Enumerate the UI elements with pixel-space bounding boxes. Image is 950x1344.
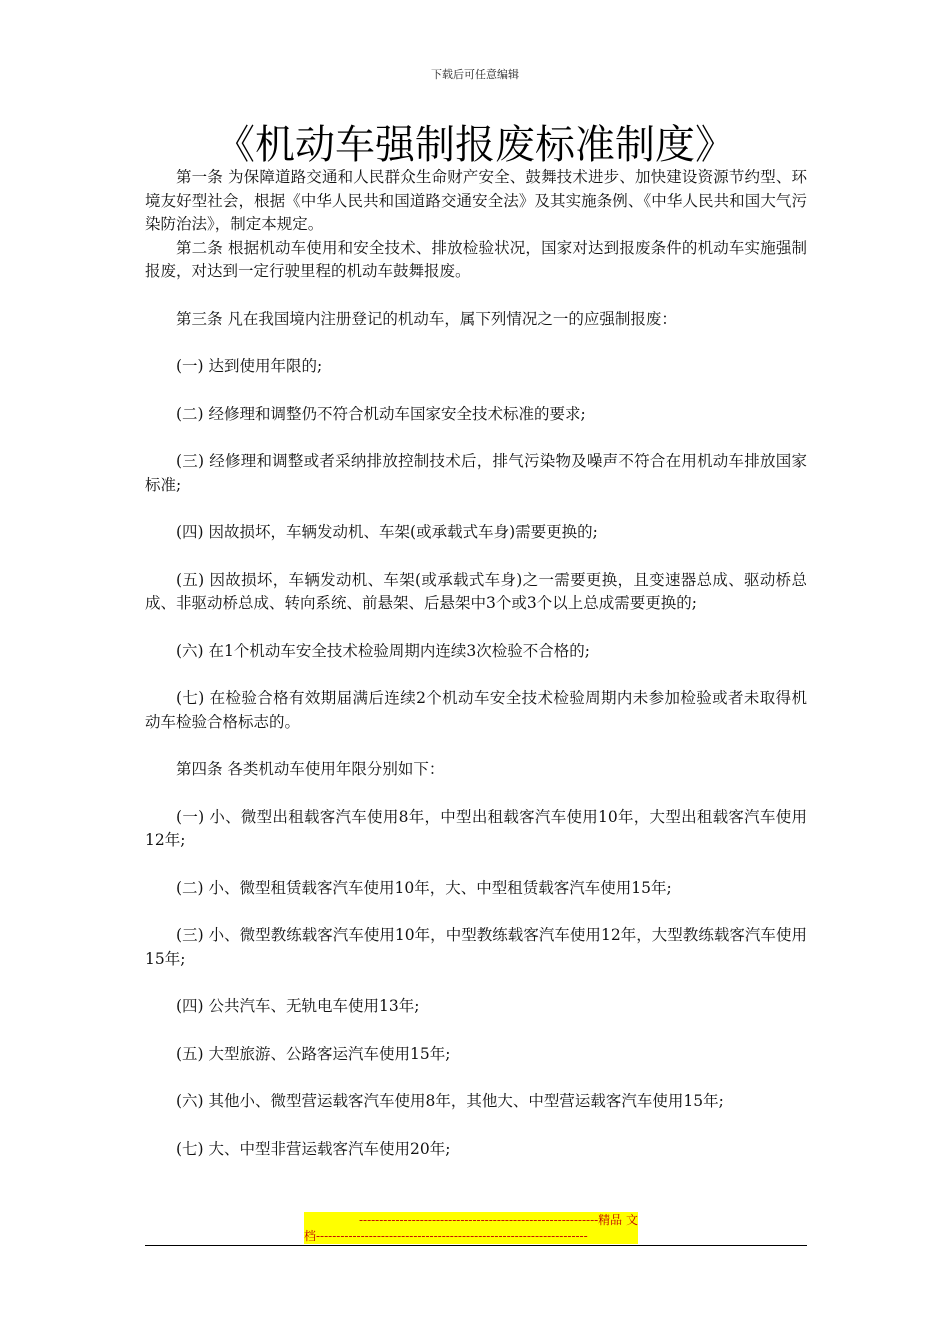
article-3: 第三条 凡在我国境内注册登记的机动车，属下列情况之一的应强制报废： [176,309,677,328]
footer-divider [145,1245,807,1246]
list-item: (五) 因故损坏，车辆发动机、车架(或承载式车身)之一需要更换，且变速器总成、驱动桥总成、非驱动桥总成、转向系统、前悬架、后悬架中3个或3个以上总成需要更换的; [145,570,807,612]
list-item: (三) 小、微型教练载客汽车使用10年，中型教练载客汽车使用12年，大型教练载客汽车使用15年; [145,926,807,968]
list-item: (一) 小、微型出租载客汽车使用8年，中型出租载客汽车使用10年，大型出租载客汽车使用12年; [145,807,807,849]
list-item: (四) 因故损坏，车辆发动机、车架(或承载式车身)需要更换的; [176,523,598,541]
list-item: (四) 公共汽车、无轨电车使用13年; [176,997,420,1015]
list-item: (三) 经修理和调整或者采纳排放控制技术后，排气污染物及噪声不符合在用机动车排放国家标准; [145,452,807,494]
list-item: (七) 在检验合格有效期届满后连续2个机动车安全技术检验周期内未参加检验或者未取得机动车检验合格标志的。 [145,689,807,731]
document-title: 《机动车强制报废标准制度》 [215,122,735,168]
list-item: (二) 经修理和调整仍不符合机动车国家安全技术标准的要求; [176,404,586,423]
footer-line-2: 档------------------------------------------------------------------- [304,1228,638,1244]
footer-banner [304,1212,638,1244]
list-item: (一) 达到使用年限的; [176,357,323,375]
list-item: (五) 大型旅游、公路客运汽车使用15年; [176,1044,451,1063]
footer-line-1: -----------------------------------------------------------精品 文 [304,1212,638,1228]
article-2: 第二条 根据机动车使用和安全技术、排放检验状况，国家对达到报废条件的机动车实施强制报废，对达到一定行驶里程的机动车鼓舞报废。 [145,238,807,280]
header-note: 下载后可任意编辑 [431,68,519,81]
article-1: 第一条 为保障道路交通和人民群众生命财产安全、鼓舞技术进步、加快建设资源节约型、环境友好型社会，根据《中华人民共和国道路交通安全法》及其实施条例、《中华人民共和国大气污染防治法》，制定本规定。 [145,168,807,233]
document-body [145,166,807,1161]
list-item: (六) 在1个机动车安全技术检验周期内连续3次检验不合格的; [176,641,590,660]
list-item: (二) 小、微型租赁载客汽车使用10年，大、中型租赁载客汽车使用15年; [176,878,672,897]
list-item: (七) 大、中型非营运载客汽车使用20年; [176,1139,451,1158]
list-item: (六) 其他小、微型营运载客汽车使用8年，其他大、中型营运载客汽车使用15年; [176,1092,724,1110]
article-4: 第四条 各类机动车使用年限分别如下： [176,760,445,778]
